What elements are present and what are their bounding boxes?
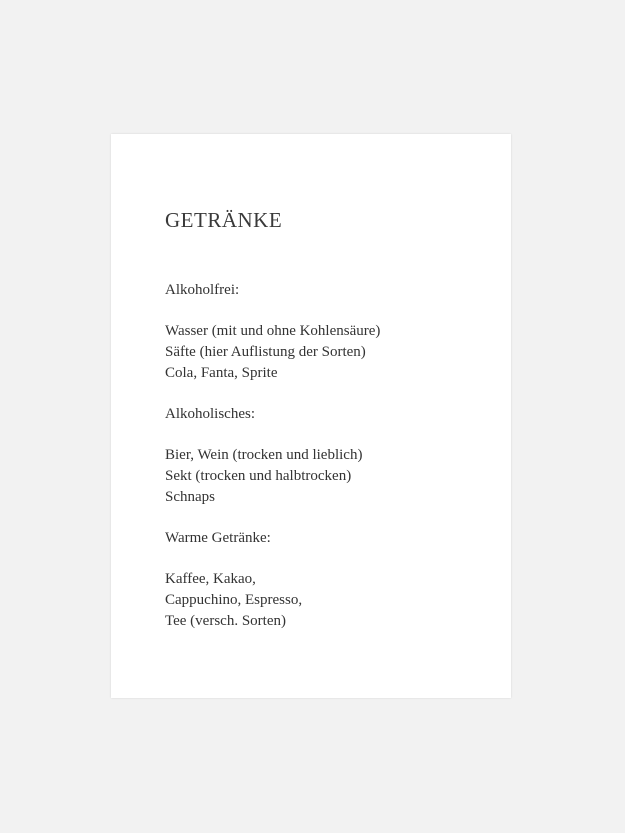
drink-list xyxy=(165,321,380,384)
section-heading: Alkoholfrei: xyxy=(165,282,240,298)
drink-item: Schnaps xyxy=(165,489,215,505)
menu-content xyxy=(165,207,380,652)
drink-item: Kaffee, Kakao, xyxy=(165,571,256,587)
drink-item: Sekt (trocken und halbtrocken) xyxy=(165,468,352,484)
drink-item: Cappuchino, Espresso, xyxy=(165,592,303,608)
drink-list xyxy=(165,445,380,508)
menu-card xyxy=(111,134,511,698)
drink-item: Cola, Fanta, Sprite xyxy=(165,365,278,381)
section-alkoholfrei xyxy=(165,280,380,384)
drink-item: Wasser (mit und ohne Kohlensäure) xyxy=(165,323,381,339)
section-heading: Warme Getränke: xyxy=(165,530,271,546)
section-heading: Alkoholisches: xyxy=(165,406,255,422)
drink-item: Säfte (hier Auflistung der Sorten) xyxy=(165,344,366,360)
menu-title: GETRÄNKE xyxy=(165,208,283,232)
drink-item: Bier, Wein (trocken und lieblich) xyxy=(165,447,363,463)
section-warme-getraenke xyxy=(165,528,380,632)
drink-item: Tee (versch. Sorten) xyxy=(165,613,286,629)
drink-list xyxy=(165,569,380,632)
section-alkoholisches xyxy=(165,404,380,508)
